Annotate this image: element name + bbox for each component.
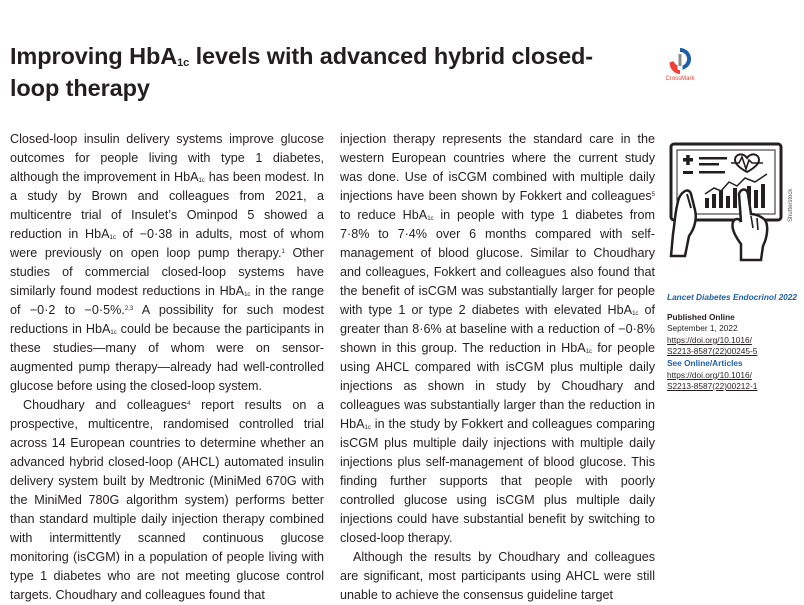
article-title: [10, 40, 640, 104]
doi-link-related[interactable]: [667, 370, 802, 393]
published-date: September 1, 2022: [667, 323, 738, 334]
subscript: 1c: [364, 425, 371, 431]
doi-line[interactable]: https://doi.org/10.1016/: [667, 334, 752, 345]
text: of greater than 8·6% at baseline with a reduction of −0·8% shown in this group. The reduction in HbA: [340, 303, 655, 355]
paragraph-2: [10, 396, 324, 605]
reference-marker[interactable]: 5: [651, 192, 655, 198]
diabetes-monitor-illustration: [669, 136, 789, 264]
paragraph-4: [340, 548, 655, 605]
text: Other studies of commercial closed-loop systems have similarly found modest reductions in HbA: [10, 246, 324, 298]
text: Choudhary and colleagues: [23, 398, 188, 412]
doi-line[interactable]: https://doi.org/10.1016/: [667, 369, 752, 380]
left-hand-icon: [671, 191, 696, 256]
title-subscript: 1c: [177, 57, 190, 69]
reference-marker[interactable]: 4: [187, 401, 191, 407]
published-heading: Published Online: [667, 311, 735, 322]
text: Closed-loop insulin delivery systems improve glucose outcomes for people living with type 1 diabetes, although the improvement in HbA: [10, 132, 324, 184]
article-sidebar: [667, 292, 802, 393]
text: in people with type 1 diabetes from 7·8% to 7·4% over 6 months compared with self-management of blood glucose. Similar to Choudhary and colleagues, Fokkert and colleagues also found that the benefit of isCGM was substantially larger for people with type 1 or type 2 diabetes with elevated HbA: [340, 208, 655, 317]
paragraph-3: [340, 130, 655, 548]
subscript: 1c: [110, 330, 117, 336]
crossmark-label: CrossMark: [665, 76, 695, 82]
subscript: 1c: [585, 349, 593, 355]
text: in the study by Fokkert and colleagues comparing isCGM plus multiple daily injections with multiple daily injections plus self-management of blood glucose. This finding further supports that people with poorly controlled glucose using isCGM plus multiple daily injections could have substantial benefit by switching to closed-loop therapy.: [340, 417, 655, 545]
text: injection therapy represents the standard care in the western European countries where the current study was done. Use of isCGM combined with multiple daily injections have been shown by Fokkert and colleagues: [340, 132, 655, 203]
journal-citation: Lancet Diabetes Endocrinol 2022: [667, 292, 798, 302]
title-part2: levels with advanced hybrid closed-loop therapy: [10, 43, 594, 101]
body-column-left: [10, 130, 324, 605]
reference-marker[interactable]: 2,3: [124, 306, 134, 312]
body-column-right: [340, 130, 655, 605]
paragraph-1: [10, 130, 324, 396]
crossmark-badge[interactable]: [664, 47, 696, 82]
doi-link-article[interactable]: [667, 335, 802, 358]
image-credit: Shutterstock: [788, 188, 794, 222]
text: Although the results by Choudhary and colleagues are significant, most participants using AHCL were still unable to achieve the consensus guideline target: [340, 550, 655, 602]
see-also-heading: See Online/Articles: [667, 357, 743, 368]
text: of −0·38 in adults, most of whom were previously on open loop pump therapy.: [10, 227, 324, 260]
text: in the range of −0·2 to −0·5%.: [10, 284, 324, 317]
doi-line[interactable]: S2213-8587(22)00245-5: [667, 346, 758, 357]
text: to reduce HbA: [340, 208, 428, 222]
subscript: 1c: [109, 235, 116, 241]
doi-line[interactable]: S2213-8587(22)00212-1: [667, 381, 758, 392]
text: for people using AHCL compared with isCGM plus multiple daily injections as shown in study by Choudhary and colleagues was substantially larger than the reduction in HbA: [340, 341, 655, 431]
text: A possibility for such modest reductions in HbA: [10, 303, 324, 336]
crossmark-icon: [668, 47, 692, 75]
reference-marker[interactable]: 1: [281, 249, 285, 255]
text: report results on a prospective, multicentre, randomised controlled trial across 14 European countries to determine whether an advanced hybrid closed-loop (AHCL) automated insulin delivery system built by Medtronic (MiniMed 670G with the MiniMed 780G algorithm system) performs better than standard multiple daily injection therapy combined with intermittently scanned continuous glucose monitoring (isCGM) in a population of people living with type 1 diabetes who are not meeting glucose control targets. Choudhary and colleagues found that: [10, 398, 324, 602]
title-part1: Improving HbA: [10, 43, 178, 69]
text: could be because the participants in these studies—many of whom were on sensor-augmented pump therapy—already had well-controlled glucose before using the closed-loop system.: [10, 322, 324, 393]
subscript: 1c: [198, 178, 205, 184]
subscript: 1c: [427, 216, 434, 222]
text: has been modest. In a study by Brown and colleagues from 2021, a multicentre trial of Insulet’s Ominpod 5 showed a reduction in HbA: [10, 170, 324, 241]
subscript: 1c: [244, 292, 251, 298]
subscript: 1c: [632, 311, 639, 317]
